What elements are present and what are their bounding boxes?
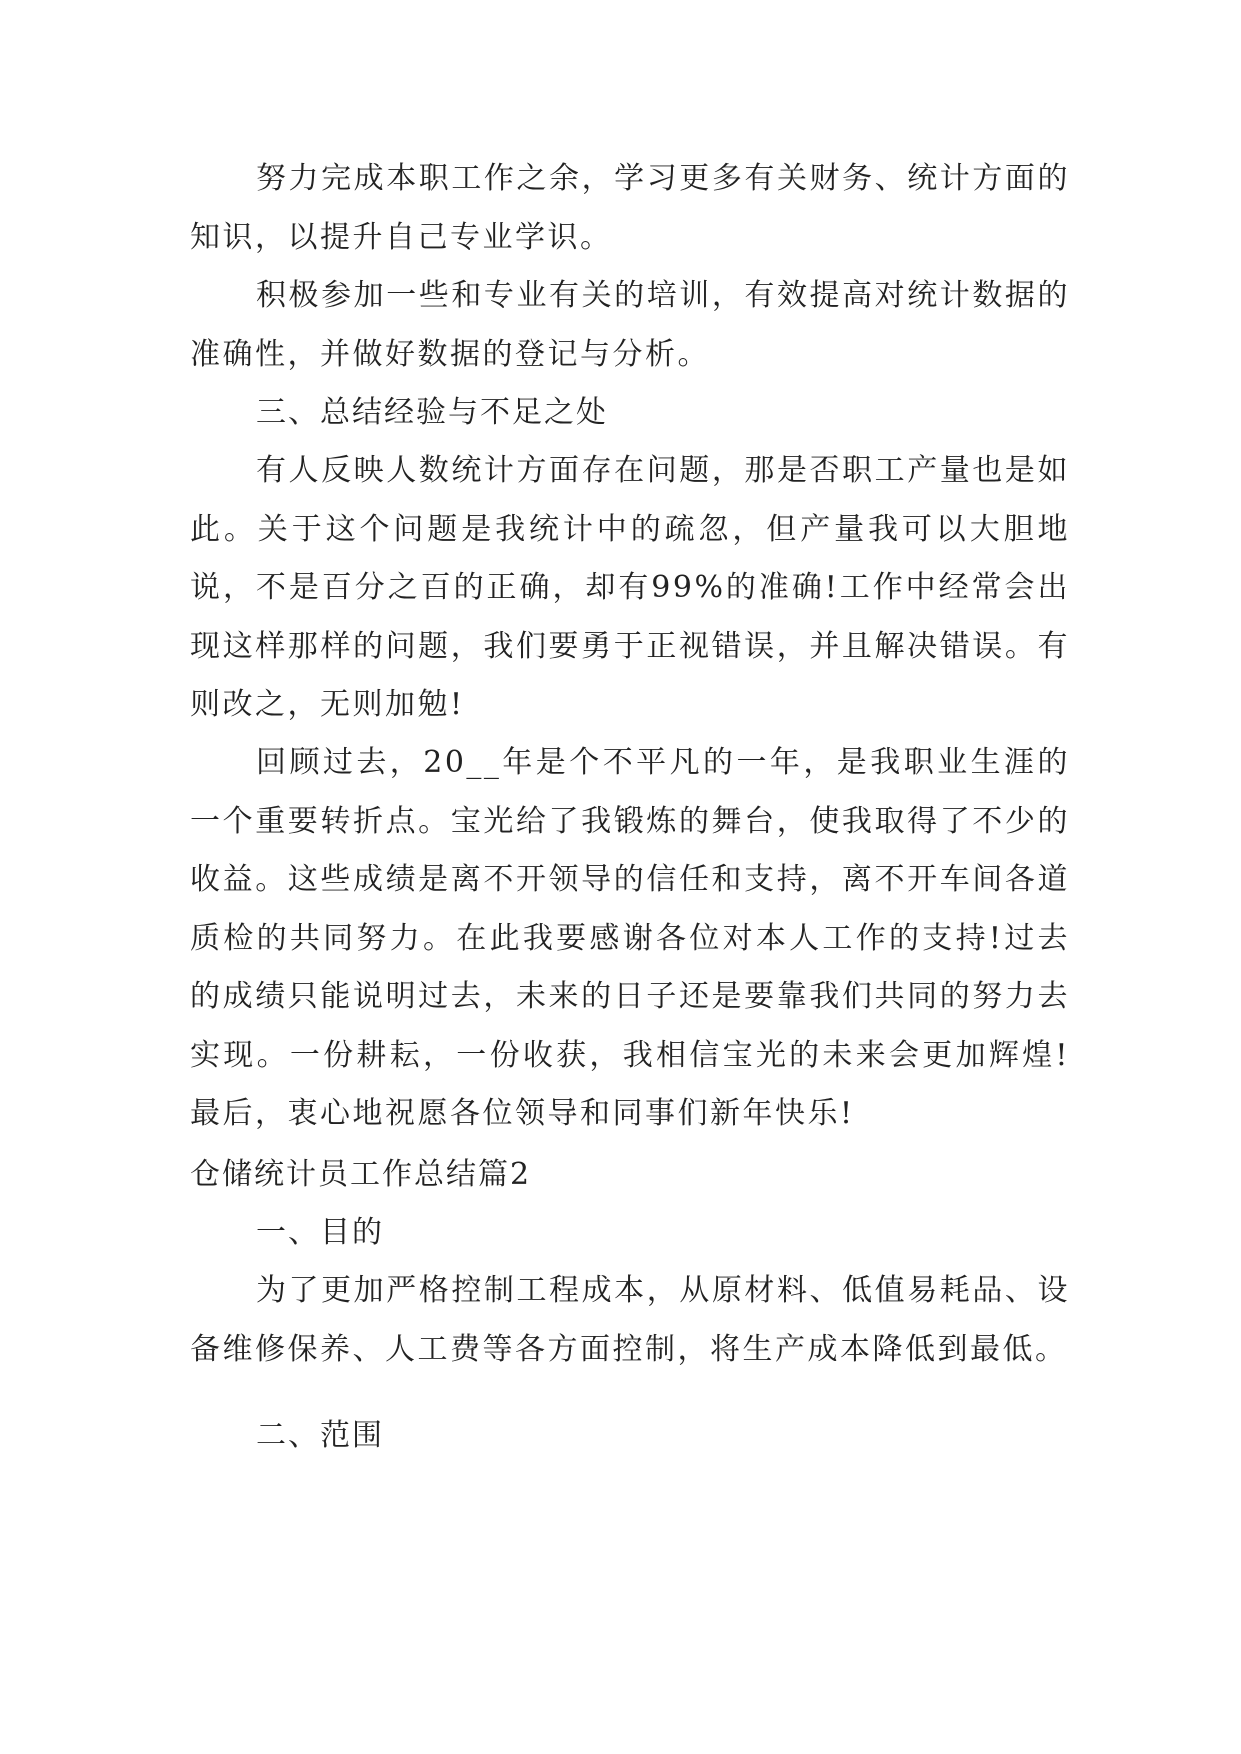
paragraph-training: 积极参加一些和专业有关的培训，有效提高对统计数据的准确性，并做好数据的登记与分析。 <box>190 278 1070 372</box>
section-heading-summary: 三、总结经验与不足之处 <box>256 395 608 430</box>
section-heading-purpose: 一、目的 <box>256 1215 384 1250</box>
paragraph-statistics-issue: 有人反映人数统计方面存在问题，那是否职工产量也是如此。关于这个问题是我统计中的疏忽，但产量我可以大胆地说，不是百分之百的正确，却有99%的准确!工作中经常会出现这样那样的问题，我们要勇于正视错误，并且解决错误。有则改之，无则加勉! <box>190 453 1070 722</box>
paragraph-review: 回顾过去，20__年是个不平凡的一年，是我职业生涯的一个重要转折点。宝光给了我锻炼的舞台，使我取得了不少的收益。这些成绩是离不开领导的信任和支持，离不开车间各道质检的共同努力。在此我要感谢各位对本人工作的支持!过去的成绩只能说明过去，未来的日子还是要靠我们共同的努力去实现。一份耕耘，一份收获，我相信宝光的未来会更加辉煌!最后，衷心地祝愿各位领导和同事们新年快乐! <box>190 745 1070 1131</box>
section-heading-scope: 二、范围 <box>256 1418 384 1453</box>
section-title-part2: 仓储统计员工作总结篇2 <box>190 1157 532 1192</box>
paragraph-study-knowledge: 努力完成本职工作之余，学习更多有关财务、统计方面的知识，以提升自己专业学识。 <box>190 161 1070 255</box>
paragraph-purpose: 为了更加严格控制工程成本，从原材料、低值易耗品、设备维修保养、人工费等各方面控制，将生产成本降低到最低。 <box>190 1273 1070 1367</box>
